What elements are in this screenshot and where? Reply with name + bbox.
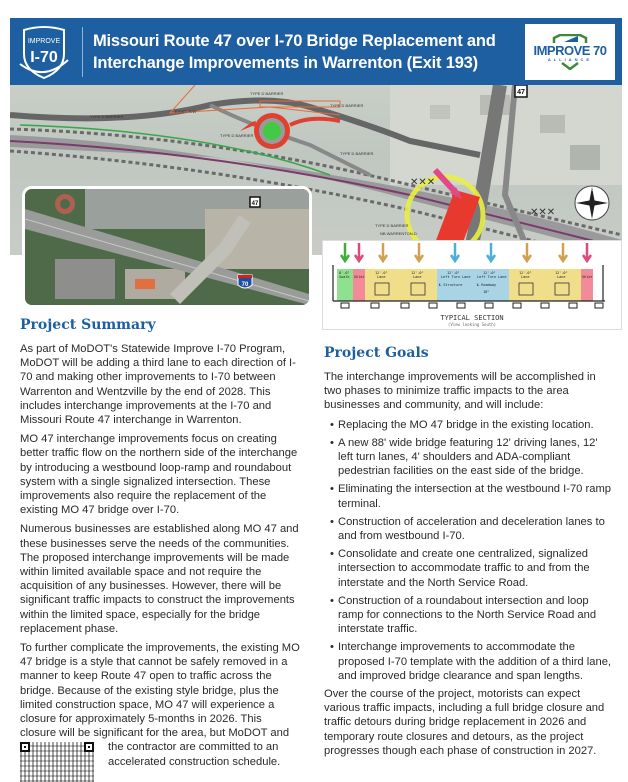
page-title bbox=[93, 30, 525, 74]
typical-section-caption: TYPICAL SECTION bbox=[440, 314, 504, 322]
improve-i70-shield-logo bbox=[10, 18, 78, 85]
aerial-photo-image bbox=[25, 189, 309, 305]
svg-text:12'-0": 12'-0" bbox=[411, 271, 424, 275]
svg-text:Left Turn Lane: Left Turn Lane bbox=[477, 275, 507, 279]
svg-text:EXIST. R/W: EXIST. R/W bbox=[175, 109, 197, 114]
svg-text:TYPE D BARRIER: TYPE D BARRIER bbox=[340, 151, 374, 156]
svg-text:TYPE D BARRIER: TYPE D BARRIER bbox=[330, 103, 364, 108]
typical-section-subcaption: (View looking South) bbox=[447, 322, 497, 327]
summary-paragraph: Numerous businesses are established along MO 47 and these businesses serve the needs of the communities. The proposed interchange improvements will be made within limited available space and not require the acquisition of any businesses. However, there will be significant traffic impacts to construct the improvements within the limited space, especially for the bridge replacement phase. bbox=[20, 523, 299, 635]
svg-text:18": 18" bbox=[483, 290, 490, 294]
title-line-2: Interchange Improvements in Warrenton (Exit 193) bbox=[93, 53, 478, 72]
goal-item: • Consolidate and create one centralized, signalized intersection to accommodate traffic to and from the interstate and the North Service Road. bbox=[330, 547, 614, 590]
bridge-girders bbox=[341, 303, 603, 308]
svg-text:℄ Roadway: ℄ Roadway bbox=[477, 283, 497, 287]
aerial-photo bbox=[22, 186, 312, 308]
interstate-70-shield-icon bbox=[238, 275, 252, 288]
svg-text:8'-0": 8'-0" bbox=[339, 271, 350, 275]
svg-text:I-70: I-70 bbox=[30, 48, 58, 66]
goal-item: • Interchange improvements to accommodate the proposed I-70 template with the addition of a third lane, and improved bridge clearance and span lengths. bbox=[330, 640, 614, 683]
improve-70-alliance-logo bbox=[525, 24, 615, 80]
svg-text:12'-0": 12'-0" bbox=[375, 271, 388, 275]
qr-finder-icon bbox=[84, 742, 94, 752]
qr-code[interactable] bbox=[20, 742, 94, 782]
svg-text:Lane: Lane bbox=[557, 275, 566, 279]
svg-text:12'-0": 12'-0" bbox=[483, 271, 496, 275]
svg-text:IMPROVE: IMPROVE bbox=[27, 37, 61, 45]
alliance-bottom-chevron-icon bbox=[560, 62, 580, 70]
svg-text:✕✕✕: ✕✕✕ bbox=[530, 207, 556, 218]
project-summary-section bbox=[20, 317, 300, 782]
typical-section-diagram bbox=[322, 240, 622, 330]
goal-item: • A new 88' wide bridge featuring 12' driving lanes, 12' left turn lanes, 4' shoulders and ADA-compliant pedestrian facilities on the east side of the bridge. bbox=[330, 436, 614, 479]
svg-text:Swalk: Swalk bbox=[339, 275, 350, 279]
project-goals-heading: Project Goals bbox=[324, 345, 429, 361]
goal-item: • Construction of a roundabout intersection and loop ramp for connections to the North Service Road and interstate traffic. bbox=[330, 594, 614, 637]
svg-text:47: 47 bbox=[251, 201, 259, 207]
compass-rose-icon bbox=[575, 186, 609, 220]
svg-text:Left Turn Lane: Left Turn Lane bbox=[441, 275, 471, 279]
lane-arrows bbox=[341, 243, 591, 261]
shield-icon bbox=[18, 24, 70, 80]
svg-text:Lane: Lane bbox=[377, 275, 386, 279]
svg-text:70: 70 bbox=[241, 282, 249, 288]
alliance-sub: ALLIANCE bbox=[547, 56, 593, 62]
svg-text:Lane: Lane bbox=[413, 275, 422, 279]
project-goals-section bbox=[324, 345, 614, 763]
svg-text:℄ Structure: ℄ Structure bbox=[439, 283, 463, 287]
summary-paragraph: As part of MoDOT's Statewide Improve I-70 Program, MoDOT will be adding a third lane to each direction of I-70 and making other improvements to I-70 between Warrenton and Wentzville by the end of 2028. This includes interchange improvements at the I-70 and Missouri Route 47 interchange in Warrenton. bbox=[20, 343, 296, 427]
alliance-name: IMPROVE 70 bbox=[533, 42, 607, 58]
goals-list bbox=[330, 418, 614, 683]
svg-text:47: 47 bbox=[517, 89, 525, 96]
svg-text:TYPE D BARRIER: TYPE D BARRIER bbox=[90, 114, 124, 119]
goal-item: • Construction of acceleration and deceleration lanes to and from westbound I-70. bbox=[330, 515, 614, 543]
qr-finder-icon bbox=[20, 742, 30, 752]
svg-text:TYPE D BARRIER: TYPE D BARRIER bbox=[250, 91, 284, 96]
goals-intro: The interchange improvements will be accomplished in two phases to minimize traffic impacts to the area businesses and community, and will include: bbox=[324, 371, 596, 412]
svg-text:12'-0": 12'-0" bbox=[519, 271, 532, 275]
removal-marks: ✕✕✕ bbox=[410, 177, 436, 188]
svg-text:Lane: Lane bbox=[521, 275, 530, 279]
summary-closing-text: the contractor are committed to an accelerated construction schedule. bbox=[108, 741, 281, 768]
svg-text:Shldr: Shldr bbox=[354, 275, 365, 279]
goal-item: • Replacing the MO 47 bridge in the existing location. bbox=[330, 418, 614, 432]
svg-text:12'-0": 12'-0" bbox=[555, 271, 568, 275]
goals-closing: Over the course of the project, motorists can expect various traffic impacts, including a full bridge closure and traffic detours during bridge replacement in 2026 and temporary route closures and detours, as the project progresses though each phase of construction in 2027. bbox=[324, 688, 605, 757]
summary-paragraph: MO 47 interchange improvements focus on creating better traffic flow on the northern side of the interchange by introducing a westbound loop-ramp and roundabout system with a single signalized intersection. These improvements also require the replacement of the existing MO 47 bridge over I-70. bbox=[20, 433, 298, 517]
svg-text:N: N bbox=[590, 188, 594, 192]
svg-text:TYPE D BARRIER: TYPE D BARRIER bbox=[220, 133, 254, 138]
alliance-top-chevron-icon bbox=[550, 34, 590, 44]
summary-paragraph: To further complicate the improvements, the existing MO 47 bridge is a style that cannot be safely removed in a manner to keep Route 47 open to traffic across the bridge. Because of the existing style bridge, plus the limited construction space, MO 47 will experience a closure for approximately 5-months in 2026. This closure will be significant for the area, but MoDOT and bbox=[20, 642, 300, 740]
title-line-1: Missouri Route 47 over I-70 Bridge Replacement and bbox=[93, 31, 496, 50]
typical-section-drawing bbox=[323, 241, 623, 313]
svg-text:NB WARRENTON-D: NB WARRENTON-D bbox=[380, 231, 417, 236]
header-divider bbox=[82, 27, 83, 77]
goal-item: • Eliminating the intersection at the westbound I-70 ramp terminal. bbox=[330, 482, 614, 510]
header-banner bbox=[10, 18, 622, 85]
svg-text:12'-0": 12'-0" bbox=[447, 271, 460, 275]
project-summary-heading: Project Summary bbox=[20, 317, 156, 333]
svg-text:Shldr: Shldr bbox=[582, 275, 593, 279]
svg-text:TYPE D BARRIER: TYPE D BARRIER bbox=[375, 223, 409, 228]
